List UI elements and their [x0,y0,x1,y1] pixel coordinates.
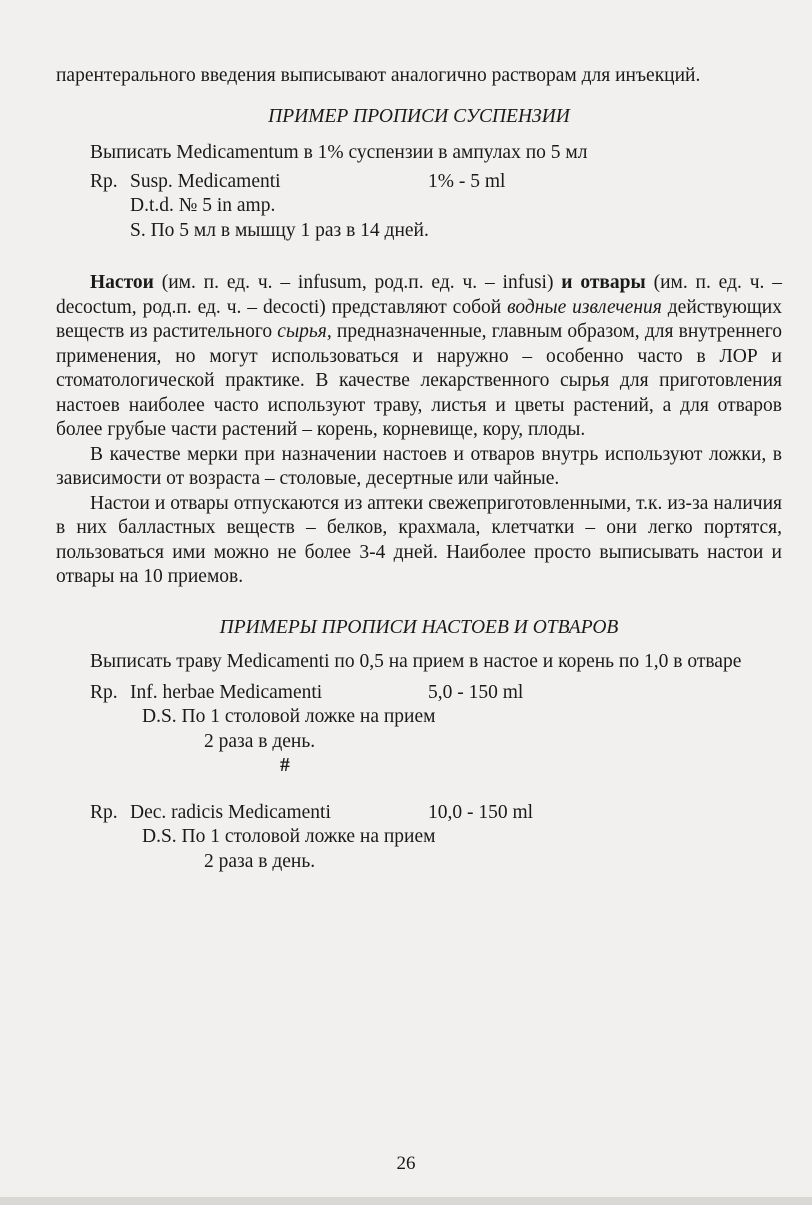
rx-signa-line: 2 раза в день. [204,730,316,752]
rx-drug: Dec. radicis Medicamenti [130,801,331,823]
rx-line [90,681,782,706]
term-decoctions: и отвары [561,272,646,293]
infusions-example-heading: ПРИМЕРЫ ПРОПИСИ НАСТОЕВ И ОТВАРОВ [219,616,619,638]
emphasis-water-extracts: водные извлечения [507,296,662,318]
infusions-paragraph [56,271,782,443]
rx-dose: 1% - 5 ml [428,170,506,192]
rx-label: Rp. [90,170,118,192]
intro-paragraph: парентерального введения выписывают аналогично растворам для инъекций. [56,65,701,86]
prescription-separator: # [280,755,290,776]
text-fragment: предназначенные, главным образом, для внутреннего применения, но могут использоваться и наружно – особенно часто в ЛОР и стоматологической практике. В качестве лекарственного сырья для приготовления настоев наиболее часто используют траву, листья и цветы растений, а для отваров более грубые части растений – корень, корневище, кору, плоды. [56,321,782,440]
rx-line [90,170,782,195]
rx-signa-line: D.S. По 1 столовой ложке на прием [142,826,436,847]
suspension-task: Выписать Medicamentum в 1% суспензии в ампулах по 5 мл [90,142,588,163]
rx-dose: 5,0 - 150 ml [428,681,524,703]
text-fragment: (им. п. ед. ч. – decoctum, род.п. ед. ч. – decocti) представляют собой [56,272,782,318]
rx-signa-line: 2 раза в день. [204,850,316,872]
decoction-prescription [90,801,782,875]
scan-edge [0,1197,812,1205]
infusion-task: Выписать траву Medicamenti по 0,5 на прием в настое и корень по 1,0 в отваре [90,651,742,672]
text-fragment: (им. п. ед. ч. – infusum, род.п. ед. ч. – infusi) [153,272,562,293]
rx-drug: Susp. Medicamenti [130,170,281,192]
term-infusions: Настои [90,272,154,293]
rx-label: Rp. [90,801,118,823]
measure-paragraph: В качестве мерки при назначении настоев и отваров внутрь используют ложки, в зависимости от возраста – столовые, десертные или чайные. [56,443,782,489]
infusion-prescription [90,681,782,755]
rx-dose: 10,0 - 150 ml [428,801,534,823]
rx-quantity-line: D.t.d. № 5 in amp. [130,195,276,216]
text-fragment: действующих веществ из растительного [56,296,782,342]
emphasis-raw-material: сырья, [277,321,332,342]
dispensing-paragraph: Настои и отвары отпускаются из аптеки свежеприготовленными, т.к. из-за наличия в них балластных веществ – белков, крахмала, клетчатки – они легко портятся, пользоваться ими можно не более 3-4 дней. Наиболее просто выписывать настои и отвары на 10 приемов. [56,492,782,587]
suspension-example-heading: ПРИМЕР ПРОПИСИ СУСПЕНЗИИ [268,105,570,127]
rx-label: Rp. [90,681,118,703]
rx-signa-line: D.S. По 1 столовой ложке на прием [142,706,436,727]
rx-signa-line: S. По 5 мл в мышцу 1 раз в 14 дней. [130,219,429,241]
page-number: 26 [396,1153,416,1174]
rx-drug: Inf. herbae Medicamenti [130,681,323,703]
rx-line [90,801,782,826]
suspension-prescription [90,170,782,244]
